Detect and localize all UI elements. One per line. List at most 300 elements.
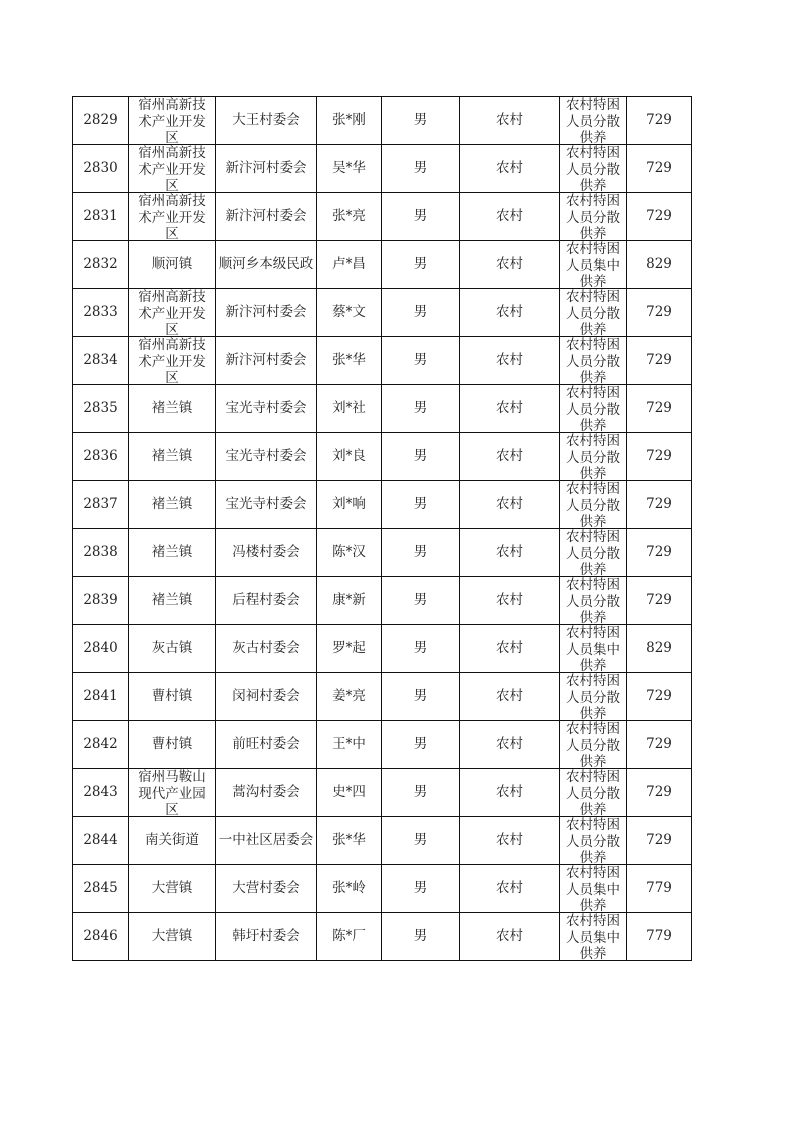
cell-residence-type: [460, 625, 560, 673]
gender-text: 男: [413, 304, 428, 321]
town-text: 顺河镇: [151, 256, 193, 273]
cell-village-committee: [216, 625, 317, 673]
table-row: [73, 145, 692, 193]
cell-serial-number: [73, 817, 129, 865]
cell-amount: [627, 289, 692, 337]
cell-support-type: [560, 385, 627, 433]
cell-support-type: [560, 193, 627, 241]
cell-person-name: [317, 865, 382, 913]
serial-number-text: 2838: [83, 544, 118, 561]
cell-gender: [382, 817, 460, 865]
serial-number-text: 2843: [83, 784, 118, 801]
serial-number-text: 2839: [83, 592, 118, 609]
village-committee-text: 后程村委会: [232, 592, 300, 609]
village-committee-text: 闵祠村委会: [232, 688, 300, 705]
cell-support-type: [560, 721, 627, 769]
cell-village-committee: [216, 193, 317, 241]
cell-gender: [382, 241, 460, 289]
cell-support-type: [560, 865, 627, 913]
cell-residence-type: [460, 337, 560, 385]
cell-town: [129, 385, 216, 433]
cell-town: [129, 865, 216, 913]
cell-support-type: [560, 577, 627, 625]
cell-serial-number: [73, 289, 129, 337]
amount-text: 729: [646, 304, 672, 321]
village-committee-text: 宝光寺村委会: [225, 400, 307, 417]
cell-serial-number: [73, 769, 129, 817]
table-row: [73, 529, 692, 577]
serial-number-text: 2832: [83, 256, 118, 273]
person-name-text: 史*四: [332, 784, 366, 801]
cell-serial-number: [73, 337, 129, 385]
cell-serial-number: [73, 673, 129, 721]
village-committee-text: 顺河乡本级民政: [218, 256, 314, 273]
serial-number-text: 2837: [83, 496, 118, 513]
cell-residence-type: [460, 913, 560, 961]
cell-amount: [627, 721, 692, 769]
cell-town: [129, 145, 216, 193]
cell-town: [129, 625, 216, 673]
cell-gender: [382, 721, 460, 769]
cell-town: [129, 241, 216, 289]
cell-town: [129, 97, 216, 145]
serial-number-text: 2835: [83, 400, 118, 417]
serial-number-text: 2845: [83, 880, 118, 897]
cell-serial-number: [73, 481, 129, 529]
town-text: 褚兰镇: [151, 400, 193, 417]
cell-support-type: [560, 913, 627, 961]
table-row: [73, 337, 692, 385]
table-row: [73, 721, 692, 769]
cell-support-type: [560, 337, 627, 385]
table-row: [73, 385, 692, 433]
cell-person-name: [317, 193, 382, 241]
cell-support-type: [560, 817, 627, 865]
town-text: 曹村镇: [151, 688, 193, 705]
cell-serial-number: [73, 241, 129, 289]
town-text: 大营镇: [151, 928, 193, 945]
cell-serial-number: [73, 193, 129, 241]
residence-type-text: 农村: [496, 304, 523, 321]
serial-number-text: 2831: [83, 208, 118, 225]
cell-gender: [382, 625, 460, 673]
cell-amount: [627, 241, 692, 289]
cell-town: [129, 913, 216, 961]
support-type-text: 农村特困人员分散供养: [566, 145, 620, 192]
person-name-text: 王*中: [332, 736, 366, 753]
table-row: [73, 913, 692, 961]
residence-type-text: 农村: [496, 592, 523, 609]
cell-town: [129, 433, 216, 481]
cell-residence-type: [460, 289, 560, 337]
serial-number-text: 2842: [83, 736, 118, 753]
residence-type-text: 农村: [496, 496, 523, 513]
town-text: 宿州高新技术产业开发区: [138, 193, 206, 240]
cell-person-name: [317, 241, 382, 289]
cell-town: [129, 769, 216, 817]
cell-serial-number: [73, 577, 129, 625]
person-name-text: 姜*亮: [332, 688, 366, 705]
cell-amount: [627, 817, 692, 865]
town-text: 褚兰镇: [151, 544, 193, 561]
cell-residence-type: [460, 145, 560, 193]
person-name-text: 卢*昌: [332, 256, 366, 273]
cell-residence-type: [460, 241, 560, 289]
cell-village-committee: [216, 913, 317, 961]
person-name-text: 吴*华: [332, 160, 366, 177]
amount-text: 729: [646, 544, 672, 561]
village-committee-text: 新汴河村委会: [225, 352, 307, 369]
person-name-text: 张*华: [332, 832, 366, 849]
cell-village-committee: [216, 721, 317, 769]
gender-text: 男: [413, 592, 428, 609]
residence-type-text: 农村: [496, 880, 523, 897]
serial-number-text: 2844: [83, 832, 118, 849]
gender-text: 男: [413, 256, 428, 273]
cell-gender: [382, 193, 460, 241]
cell-amount: [627, 625, 692, 673]
gender-text: 男: [413, 352, 428, 369]
cell-amount: [627, 769, 692, 817]
table-row: [73, 673, 692, 721]
town-text: 宿州高新技术产业开发区: [138, 145, 206, 192]
cell-person-name: [317, 913, 382, 961]
village-committee-text: 灰古村委会: [232, 640, 300, 657]
amount-text: 729: [646, 160, 672, 177]
town-text: 曹村镇: [151, 736, 193, 753]
cell-village-committee: [216, 769, 317, 817]
residence-type-text: 农村: [496, 640, 523, 657]
cell-village-committee: [216, 337, 317, 385]
support-type-text: 农村特困人员集中供养: [566, 865, 620, 912]
serial-number-text: 2836: [83, 448, 118, 465]
table-row: [73, 289, 692, 337]
support-type-text: 农村特困人员分散供养: [566, 193, 620, 240]
town-text: 褚兰镇: [151, 592, 193, 609]
cell-gender: [382, 145, 460, 193]
cell-town: [129, 289, 216, 337]
cell-gender: [382, 769, 460, 817]
village-committee-text: 一中社区居委会: [218, 832, 314, 849]
gender-text: 男: [413, 880, 428, 897]
residence-type-text: 农村: [496, 160, 523, 177]
support-type-text: 农村特困人员分散供养: [566, 673, 620, 720]
town-text: 灰古镇: [151, 640, 193, 657]
residence-type-text: 农村: [496, 448, 523, 465]
cell-gender: [382, 865, 460, 913]
cell-gender: [382, 97, 460, 145]
cell-gender: [382, 433, 460, 481]
cell-gender: [382, 481, 460, 529]
cell-amount: [627, 385, 692, 433]
cell-residence-type: [460, 673, 560, 721]
serial-number-text: 2840: [83, 640, 118, 657]
table-row: [73, 97, 692, 145]
amount-text: 729: [646, 688, 672, 705]
table-row: [73, 865, 692, 913]
cell-person-name: [317, 769, 382, 817]
village-committee-text: 宝光寺村委会: [225, 448, 307, 465]
support-type-text: 农村特困人员分散供养: [566, 529, 620, 576]
village-committee-text: 韩圩村委会: [232, 928, 300, 945]
cell-support-type: [560, 529, 627, 577]
cell-serial-number: [73, 625, 129, 673]
cell-person-name: [317, 577, 382, 625]
cell-gender: [382, 289, 460, 337]
cell-village-committee: [216, 241, 317, 289]
town-text: 宿州高新技术产业开发区: [138, 337, 206, 384]
cell-person-name: [317, 337, 382, 385]
amount-text: 779: [646, 880, 672, 897]
cell-residence-type: [460, 97, 560, 145]
cell-residence-type: [460, 817, 560, 865]
cell-serial-number: [73, 529, 129, 577]
serial-number-text: 2846: [83, 928, 118, 945]
gender-text: 男: [413, 544, 428, 561]
person-name-text: 陈*厂: [332, 928, 366, 945]
gender-text: 男: [413, 160, 428, 177]
cell-village-committee: [216, 529, 317, 577]
cell-village-committee: [216, 817, 317, 865]
cell-residence-type: [460, 193, 560, 241]
cell-amount: [627, 193, 692, 241]
cell-village-committee: [216, 673, 317, 721]
amount-text: 729: [646, 400, 672, 417]
village-committee-text: 大营村委会: [232, 880, 300, 897]
person-name-text: 罗*起: [332, 640, 366, 657]
cell-support-type: [560, 97, 627, 145]
cell-town: [129, 481, 216, 529]
cell-village-committee: [216, 289, 317, 337]
cell-person-name: [317, 529, 382, 577]
cell-support-type: [560, 289, 627, 337]
support-type-text: 农村特困人员分散供养: [566, 769, 620, 816]
amount-text: 729: [646, 496, 672, 513]
cell-village-committee: [216, 385, 317, 433]
gender-text: 男: [413, 112, 428, 129]
person-name-text: 刘*响: [332, 496, 366, 513]
cell-serial-number: [73, 145, 129, 193]
support-type-text: 农村特困人员分散供养: [566, 385, 620, 432]
residence-type-text: 农村: [496, 352, 523, 369]
town-text: 宿州高新技术产业开发区: [138, 97, 206, 144]
gender-text: 男: [413, 496, 428, 513]
serial-number-text: 2830: [83, 160, 118, 177]
table-row: [73, 433, 692, 481]
residence-type-text: 农村: [496, 112, 523, 129]
town-text: 褚兰镇: [151, 496, 193, 513]
gender-text: 男: [413, 208, 428, 225]
cell-support-type: [560, 673, 627, 721]
cell-serial-number: [73, 385, 129, 433]
village-committee-text: 前旺村委会: [232, 736, 300, 753]
person-name-text: 蔡*文: [332, 304, 366, 321]
table-row: [73, 241, 692, 289]
residence-type-text: 农村: [496, 400, 523, 417]
cell-person-name: [317, 97, 382, 145]
person-name-text: 张*刚: [332, 112, 366, 129]
cell-serial-number: [73, 865, 129, 913]
cell-gender: [382, 577, 460, 625]
cell-person-name: [317, 145, 382, 193]
village-committee-text: 大王村委会: [232, 112, 300, 129]
support-type-text: 农村特困人员集中供养: [566, 241, 620, 288]
amount-text: 779: [646, 928, 672, 945]
table-row: [73, 481, 692, 529]
residence-type-text: 农村: [496, 688, 523, 705]
serial-number-text: 2829: [83, 112, 118, 129]
cell-town: [129, 577, 216, 625]
cell-village-committee: [216, 865, 317, 913]
cell-residence-type: [460, 721, 560, 769]
cell-person-name: [317, 433, 382, 481]
amount-text: 729: [646, 112, 672, 129]
cell-gender: [382, 337, 460, 385]
person-name-text: 刘*社: [332, 400, 366, 417]
support-type-text: 农村特困人员分散供养: [566, 337, 620, 384]
gender-text: 男: [413, 448, 428, 465]
residence-type-text: 农村: [496, 208, 523, 225]
serial-number-text: 2841: [83, 688, 118, 705]
cell-amount: [627, 865, 692, 913]
cell-village-committee: [216, 145, 317, 193]
cell-person-name: [317, 625, 382, 673]
cell-village-committee: [216, 433, 317, 481]
cell-amount: [627, 433, 692, 481]
cell-support-type: [560, 481, 627, 529]
serial-number-text: 2834: [83, 352, 118, 369]
cell-amount: [627, 481, 692, 529]
gender-text: 男: [413, 784, 428, 801]
residence-type-text: 农村: [496, 544, 523, 561]
village-committee-text: 新汴河村委会: [225, 304, 307, 321]
table-row: [73, 625, 692, 673]
table-row: [73, 817, 692, 865]
cell-person-name: [317, 289, 382, 337]
cell-support-type: [560, 769, 627, 817]
amount-text: 729: [646, 352, 672, 369]
town-text: 褚兰镇: [151, 448, 193, 465]
records-table: [72, 96, 692, 961]
gender-text: 男: [413, 400, 428, 417]
residence-type-text: 农村: [496, 784, 523, 801]
support-type-text: 农村特困人员分散供养: [566, 817, 620, 864]
residence-type-text: 农村: [496, 928, 523, 945]
cell-residence-type: [460, 865, 560, 913]
village-committee-text: 蒿沟村委会: [232, 784, 300, 801]
cell-person-name: [317, 721, 382, 769]
amount-text: 729: [646, 448, 672, 465]
cell-town: [129, 673, 216, 721]
person-name-text: 张*岭: [332, 880, 366, 897]
cell-person-name: [317, 481, 382, 529]
person-name-text: 刘*良: [332, 448, 366, 465]
village-committee-text: 冯楼村委会: [232, 544, 300, 561]
town-text: 宿州马鞍山现代产业园区: [138, 769, 206, 816]
cell-support-type: [560, 145, 627, 193]
cell-amount: [627, 913, 692, 961]
table-row: [73, 193, 692, 241]
residence-type-text: 农村: [496, 256, 523, 273]
town-text: 大营镇: [151, 880, 193, 897]
support-type-text: 农村特困人员分散供养: [566, 577, 620, 624]
table-row: [73, 769, 692, 817]
person-name-text: 张*华: [332, 352, 366, 369]
cell-serial-number: [73, 721, 129, 769]
gender-text: 男: [413, 688, 428, 705]
cell-residence-type: [460, 769, 560, 817]
cell-gender: [382, 385, 460, 433]
village-committee-text: 宝光寺村委会: [225, 496, 307, 513]
amount-text: 729: [646, 784, 672, 801]
cell-amount: [627, 97, 692, 145]
cell-support-type: [560, 625, 627, 673]
amount-text: 729: [646, 208, 672, 225]
table-row: [73, 577, 692, 625]
cell-town: [129, 817, 216, 865]
amount-text: 829: [646, 640, 672, 657]
cell-person-name: [317, 817, 382, 865]
cell-amount: [627, 673, 692, 721]
gender-text: 男: [413, 640, 428, 657]
cell-serial-number: [73, 433, 129, 481]
gender-text: 男: [413, 736, 428, 753]
support-type-text: 农村特困人员分散供养: [566, 97, 620, 144]
cell-support-type: [560, 241, 627, 289]
cell-amount: [627, 337, 692, 385]
support-type-text: 农村特困人员分散供养: [566, 289, 620, 336]
cell-person-name: [317, 385, 382, 433]
cell-town: [129, 721, 216, 769]
cell-residence-type: [460, 577, 560, 625]
gender-text: 男: [413, 928, 428, 945]
cell-village-committee: [216, 481, 317, 529]
residence-type-text: 农村: [496, 736, 523, 753]
residence-type-text: 农村: [496, 832, 523, 849]
cell-village-committee: [216, 577, 317, 625]
support-type-text: 农村特困人员分散供养: [566, 433, 620, 480]
cell-gender: [382, 673, 460, 721]
cell-serial-number: [73, 97, 129, 145]
cell-town: [129, 193, 216, 241]
amount-text: 729: [646, 832, 672, 849]
cell-residence-type: [460, 529, 560, 577]
serial-number-text: 2833: [83, 304, 118, 321]
cell-gender: [382, 529, 460, 577]
support-type-text: 农村特困人员分散供养: [566, 721, 620, 768]
support-type-text: 农村特困人员集中供养: [566, 625, 620, 672]
cell-residence-type: [460, 481, 560, 529]
amount-text: 729: [646, 736, 672, 753]
cell-person-name: [317, 673, 382, 721]
village-committee-text: 新汴河村委会: [225, 160, 307, 177]
cell-town: [129, 337, 216, 385]
cell-serial-number: [73, 913, 129, 961]
person-name-text: 康*新: [332, 592, 366, 609]
cell-amount: [627, 145, 692, 193]
support-type-text: 农村特困人员集中供养: [566, 913, 620, 960]
cell-residence-type: [460, 433, 560, 481]
cell-residence-type: [460, 385, 560, 433]
amount-text: 729: [646, 592, 672, 609]
amount-text: 829: [646, 256, 672, 273]
person-name-text: 陈*汉: [332, 544, 366, 561]
cell-gender: [382, 913, 460, 961]
cell-village-committee: [216, 97, 317, 145]
cell-amount: [627, 577, 692, 625]
person-name-text: 张*亮: [332, 208, 366, 225]
cell-town: [129, 529, 216, 577]
